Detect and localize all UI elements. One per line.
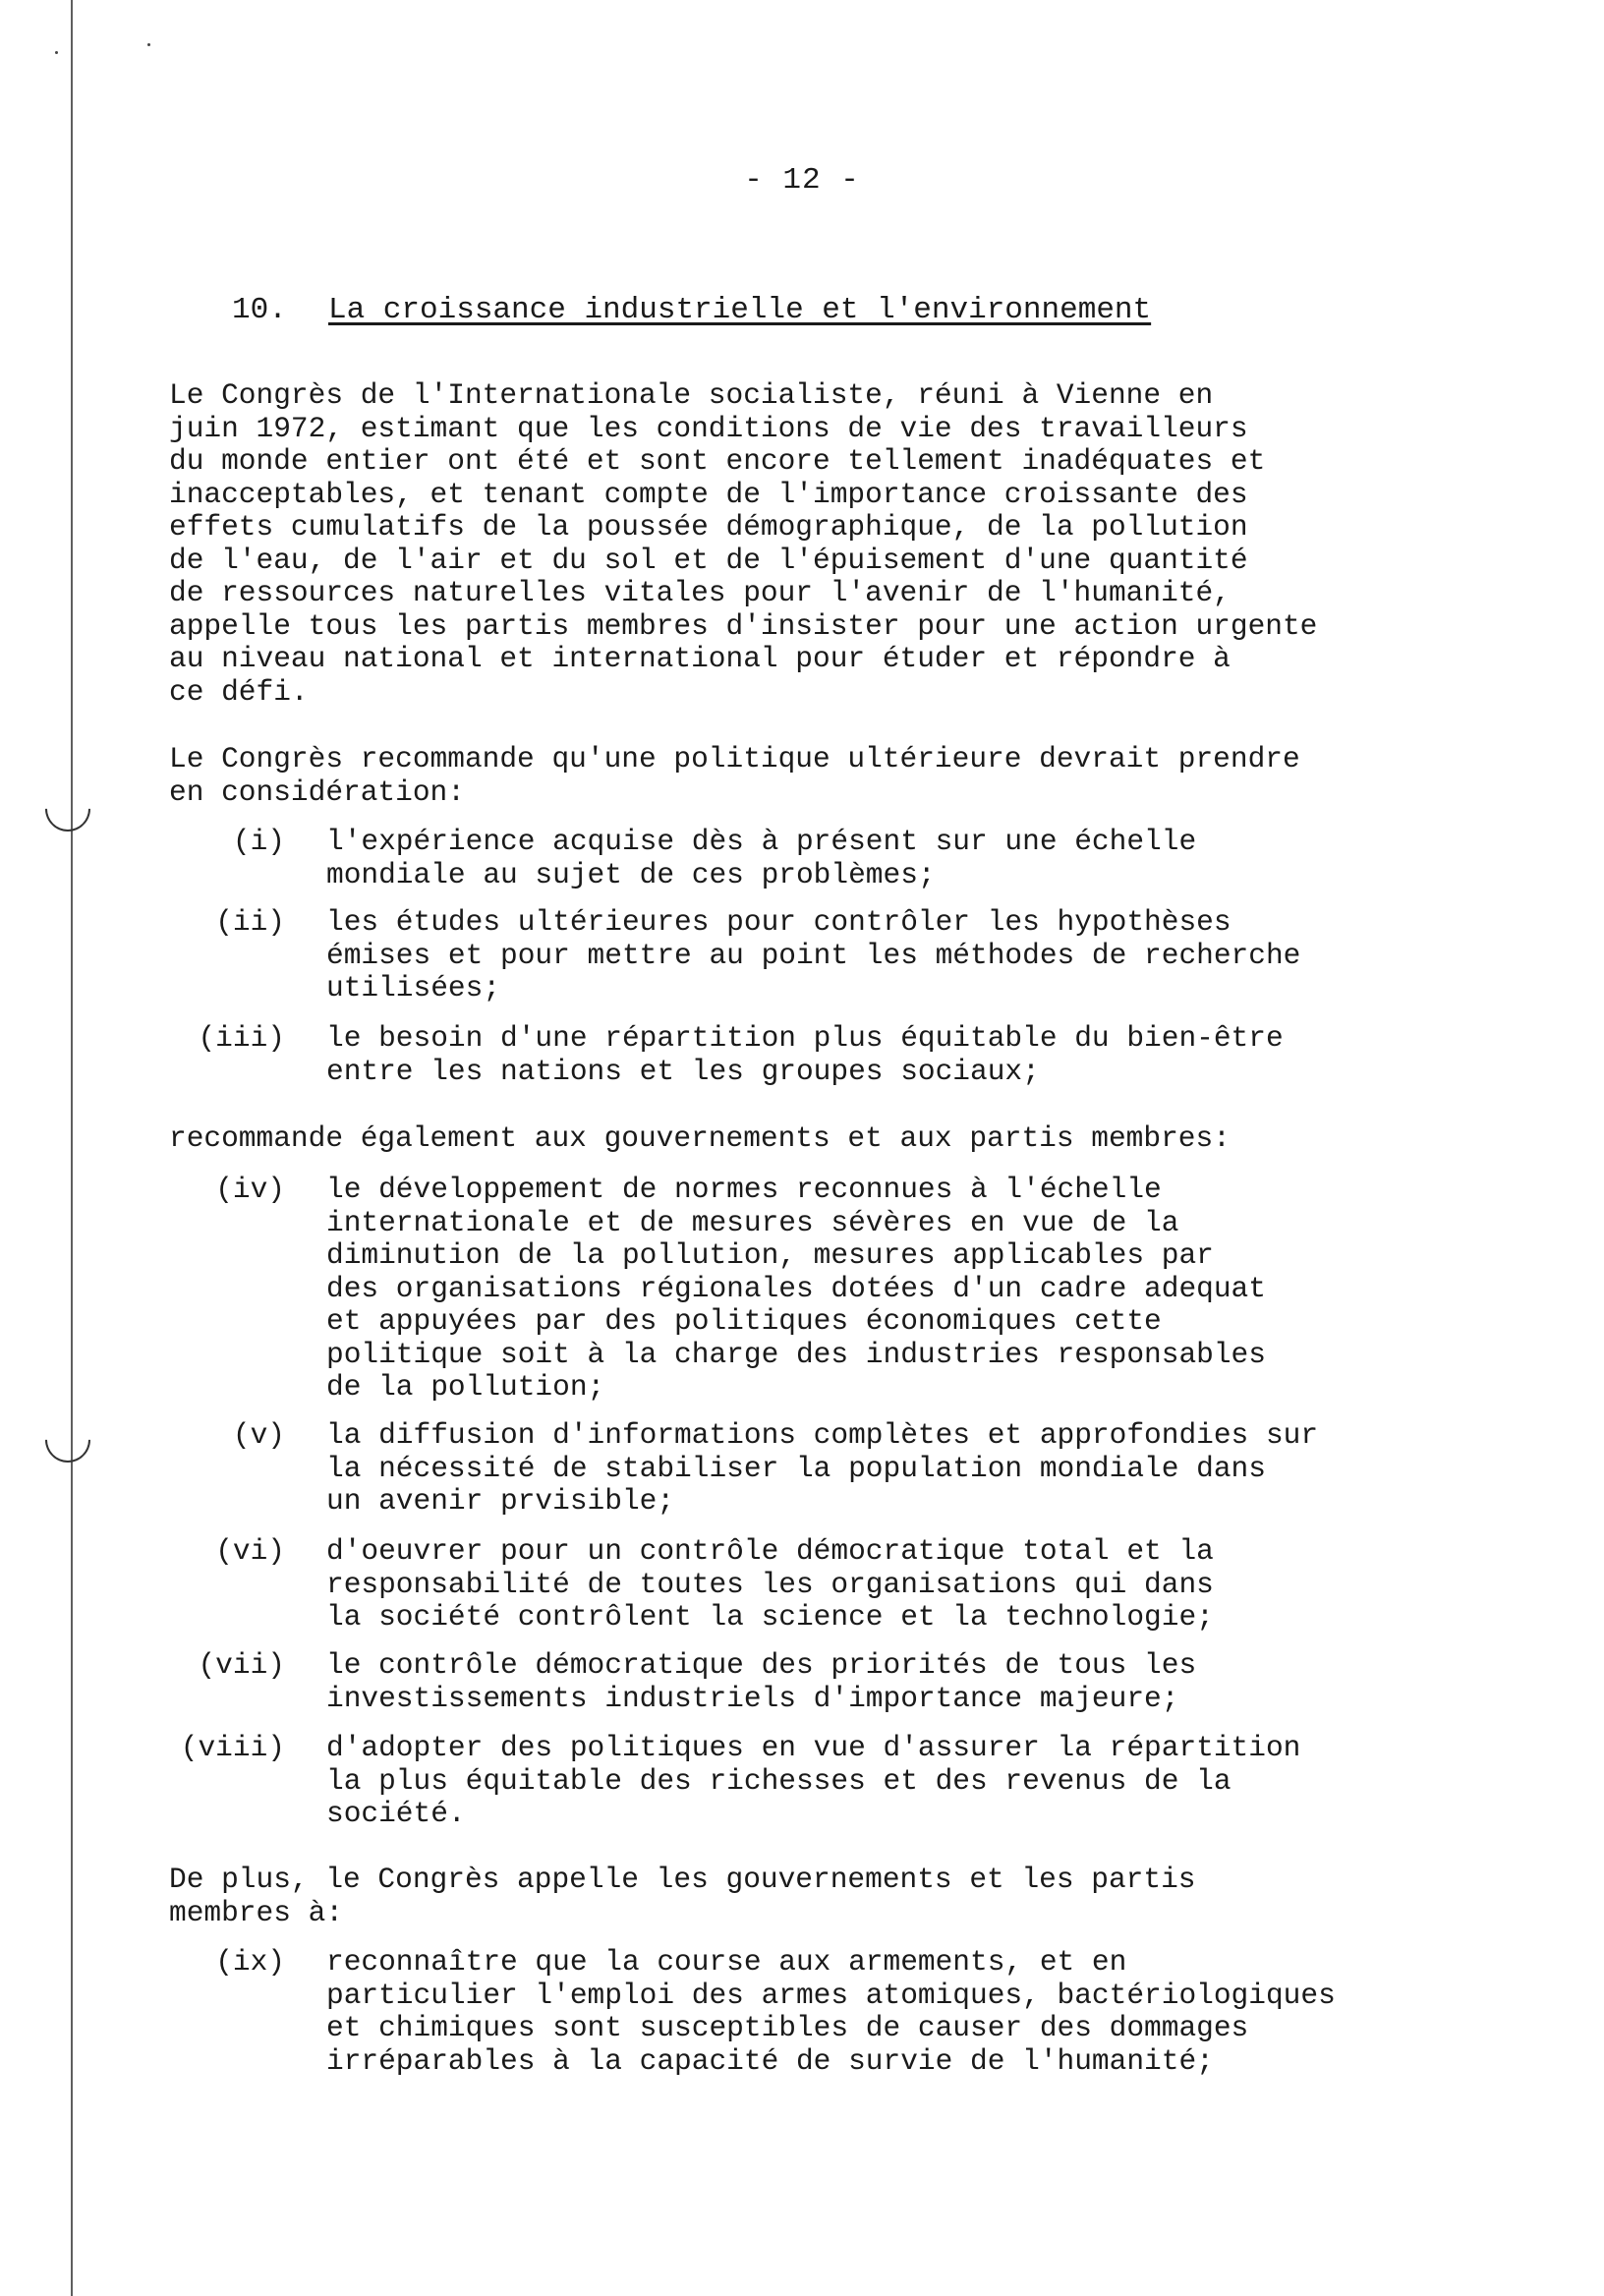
text-line: du monde entier ont été et sont encore tellement inadéquates et [169, 444, 1266, 478]
text-line: des organisations régionales dotées d'un cadre adequat [326, 1271, 1266, 1305]
text-line: de ressources naturelles vitales pour l'avenir de l'humanité, [169, 576, 1231, 609]
binding-margin-line [71, 0, 73, 2296]
scan-speck [55, 51, 58, 54]
text-line: en considération: [169, 775, 465, 809]
item-text [326, 1649, 1555, 1715]
text-line: l'expérience acquise dès à présent sur une échelle [326, 825, 1197, 858]
item-text [326, 1535, 1555, 1635]
text-line: d'oeuvrer pour un contrôle démocratique total et la [326, 1534, 1214, 1568]
item-text [326, 1946, 1555, 2078]
text-line: ce défi. [169, 674, 309, 709]
text-line: De plus, le Congrès appelle les gouvernements et les partis [169, 1863, 1196, 1896]
text-line: diminution de la pollution, mesures applicables par [326, 1238, 1214, 1272]
item-text [326, 1732, 1555, 1831]
item-label: (viii) [180, 1731, 285, 1764]
text-line: responsabilité de toutes les organisations qui dans [326, 1567, 1214, 1601]
recommend-paragraph [169, 743, 1545, 809]
text-line: recommande également aux gouvernements et aux partis membres: [169, 1121, 1231, 1155]
text-line: et chimiques sont susceptibles de causer des dommages [326, 2011, 1249, 2044]
text-line: internationale et de mesures sévères en vue de la [326, 1205, 1179, 1239]
intro-paragraph [169, 379, 1545, 709]
item-label: (ix) [215, 1945, 285, 1979]
text-line: effets cumulatifs de la poussée démographique, de la pollution [169, 510, 1248, 544]
section-heading [232, 293, 1151, 327]
item-label: (vii) [198, 1648, 285, 1682]
recommend-also-paragraph [169, 1122, 1545, 1156]
item-label: (iv) [215, 1173, 285, 1206]
scan-speck [147, 43, 150, 46]
text-line: Le Congrès de l'Internationale socialiste, réuni à Vienne en [169, 378, 1214, 412]
text-line: d'adopter des politiques en vue d'assurer la répartition [326, 1731, 1301, 1764]
item-label: (vi) [215, 1534, 285, 1568]
section-number: 10. [232, 293, 287, 327]
item-text [326, 826, 1555, 891]
text-line: investissements industriels d'importance majeure; [326, 1681, 1179, 1715]
text-line: la diffusion d'informations complètes et approfondies sur [326, 1418, 1319, 1452]
text-line: la société contrôlent la science et la technologie; [326, 1600, 1214, 1634]
item-label: (i) [232, 825, 285, 858]
text-line: politique soit à la charge des industries responsables [326, 1337, 1266, 1371]
text-line: utilisées; [326, 971, 501, 1004]
page-number: - 12 - [744, 163, 860, 198]
text-line: le contrôle démocratique des priorités de tous les [326, 1648, 1197, 1682]
text-line: et appuyées par des politiques économiques cette [326, 1304, 1162, 1338]
text-line: Le Congrès recommande qu'une politique ultérieure devrait prendre [169, 742, 1300, 775]
text-line: appelle tous les partis membres d'insister pour une action urgente [169, 608, 1318, 643]
text-line: inacceptables, et tenant compte de l'importance croissante des [169, 477, 1248, 511]
text-line: membres à: [169, 1895, 344, 1929]
further-paragraph [169, 1864, 1545, 1929]
item-text [326, 906, 1555, 1005]
section-title: La croissance industrielle et l'environnement [328, 293, 1152, 327]
text-line: la plus équitable des richesses et des revenus de la [326, 1763, 1232, 1798]
text-line: juin 1972, estimant que les conditions de vie des travailleurs [169, 411, 1248, 445]
text-line: les études ultérieures pour contrôler les hypothèses [326, 905, 1232, 939]
text-line: un avenir prvisible; [326, 1484, 675, 1518]
text-line: entre les nations et les groupes sociaux; [326, 1054, 1040, 1088]
text-line: la nécessité de stabiliser la population mondiale dans [326, 1451, 1266, 1485]
text-line: particulier l'emploi des armes atomiques, bactériologiques [326, 1978, 1336, 2012]
text-line: reconnaître que la course aux armements, et en [326, 1945, 1127, 1979]
punch-hole-mark [35, 1407, 99, 1471]
text-line: de la pollution; [326, 1370, 605, 1404]
item-label: (iii) [198, 1021, 285, 1055]
item-text [326, 1174, 1555, 1405]
punch-hole-mark [35, 776, 99, 840]
text-line: société. [326, 1797, 466, 1830]
item-text [326, 1022, 1555, 1088]
text-line: le développement de normes reconnues à l'échelle [326, 1173, 1162, 1206]
item-label: (ii) [215, 905, 285, 939]
text-line: de l'eau, de l'air et du sol et de l'épuisement d'une quantité [169, 543, 1248, 577]
text-line: émises et pour mettre au point les méthodes de recherche [326, 938, 1301, 972]
item-text [326, 1419, 1555, 1519]
item-label: (v) [232, 1418, 285, 1452]
text-line: mondiale au sujet de ces problèmes; [326, 857, 936, 891]
text-line: irréparables à la capacité de survie de l'humanité; [326, 2043, 1214, 2078]
text-line: le besoin d'une répartition plus équitable du bien-être [326, 1021, 1284, 1055]
text-line: au niveau national et international pour étuder et répondre à [169, 642, 1231, 675]
